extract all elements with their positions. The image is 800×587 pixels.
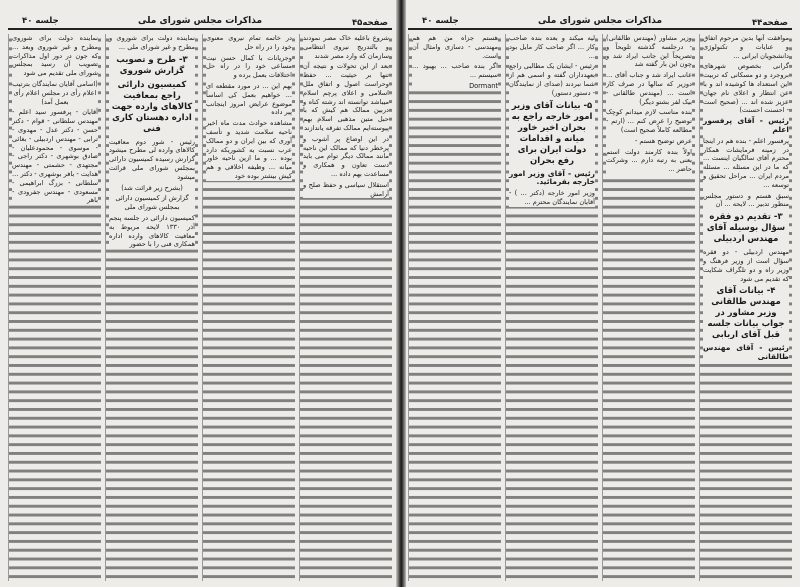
header-rule (8, 28, 392, 30)
paragraph: مشاهده حوادث مدت ماه اخیر ناحیه سلامت شدید و تأسف آوری که بین ایران و دو ممالک عرب نسبت به کشوریکه دارد بوده ... و ما ازین ناحیه خاور میانه ... وظیفه اخلاقی و هم کیش بیشتر بوده خود (206, 119, 292, 180)
publication-title: مذاکرات مجلس شورای ملی (537, 16, 663, 26)
paragraph: موافقت آنها بدین مرحوم اتفاق و عنایات و تکنولوژی دانشجویان ایرانی ... (703, 34, 789, 60)
paragraph: عرض توضیح هستم - (634, 136, 692, 145)
paragraph: آقایان - پرفسور سید اعلم - مهندس سلطانی - قوام - دکتر حسن - دکتر عدل - مهدوی - ترابی - مهندس اردبیلی - بغائی - موسوی - محمودعلیان - صادق بوشهری - دکتر راجی - مجتهدی - حشمتی - مهندس هدایت - بافر بوشهری - دکتر ... سلطانی - بزرگ ابراهیمی - مسعودی - مهندس جفرودی - باهر (12, 108, 98, 205)
paragraph: (اسامی آقایان نمایندگان بترتیب اعلام رأی در مجلس اعلام رأی بعمل آمد) (12, 79, 98, 106)
paragraph: بهم این ... در مورد مقطعه ای ... خواهیم بعمل کی اساساً موضوع عرایض امروز اینجانب پیر داده (206, 81, 292, 117)
paragraph: در خاتمه تمام نیروی معنوی خود را در راه حل (206, 34, 292, 51)
paragraph: وجریانات با کمال حسن نیت مساعی خود را در راه حل اختلافات بعمل برده و (206, 53, 292, 80)
speaker-line: رئیس - آقای پرفسور اعلم (703, 116, 789, 134)
paragraph: شروع باعلیه خاک مصر نمودند و بالتدریج نیروی انتظامی سازمان که وارد مصر شدند (303, 34, 389, 60)
paragraph: اگر بنده صاحب ... بهبود ... سیستم ... (412, 62, 498, 80)
text-column-3 (505, 34, 598, 581)
speaker-line: رئیس - آقای مهندس طالقانی (703, 343, 789, 362)
paragraph: کمیسیون دارائی در جلسه پنجم آذر ۱۳۳۰ لایحه مربوط به معافیت کالاهای وارده اداره همکاری فنی را با حضور (109, 213, 195, 249)
text-column-3 (105, 34, 198, 581)
paragraph: استقلال سیاسی و حفظ صلح و آرامش (303, 180, 389, 198)
text-column-2 (602, 34, 695, 581)
section-heading: ۳- طرح و تصویب گزارش شوروی (116, 54, 188, 76)
paragraph: مهندس اردبیلی - دو فقره سؤال است از وزیر فرهنگ و وزیر راه و دو تلگراف شکایت که تقدیم می شود (703, 248, 789, 283)
paragraph: سبق هستم و دستور مجلس منظور تدبیر ... لایحه ... آن (703, 191, 789, 209)
page-number: صفحه۴۵ (351, 18, 388, 28)
publication-title: مذاکرات مجلس شورای ملی (137, 16, 263, 26)
page-number: صفحه۴۴ (751, 18, 788, 28)
header-rule (408, 28, 792, 30)
paragraph: وزیر امور خارجه (دکتر ... ) - آقایان نمایندگان محترم ... (509, 189, 595, 206)
section-heading: ۴- بیانات آقای مهندس طالقانی وزیر مشاور در جواب بیانات جلسه قبل آقای اربابی (707, 286, 785, 341)
paragraph: اولاً بنده کارمند دولت استم یعنی به رتبه دارم ... وشرکت حاضر ... (606, 147, 692, 174)
session-number: جلسه ۴۰ (22, 16, 59, 26)
paragraph: گرانی بخصوص شهرهای بروجرد و دو مسکانی که تربیت این استعداد ها کوشیده اند و با عن انتظار و اعلای نام جهان عزیز شده اند ... (صحیح است - احسنت احسنت) (703, 62, 789, 115)
paragraph: رئیس - ایشان یک مطالبی راجع بعهدداران گفته و اسمی هم از شما نبردند (صدای از نمایندگان - دستور دستور) (509, 62, 595, 97)
paragraph: لیه میکند و بعده بنده صاحب کار ... اگر صاحب کار مایل بود ... (509, 34, 595, 60)
text-column-1 (699, 34, 792, 581)
page-binding-gutter (396, 0, 406, 587)
text-column-4 (408, 34, 501, 581)
paragraph: گزارش از کمیسیون دارائی بمجلس شورای ملی (115, 194, 189, 212)
text-column-1 (299, 34, 392, 581)
section-heading: کمیسیون دارائی راجع بمعافیت کالاهای وارده جهت اداره دهستان کاری فنی (111, 79, 193, 134)
paragraph: Dormant (469, 81, 498, 90)
session-number: جلسه ۴۰ (422, 16, 459, 26)
paragraph: در این اوضاع پر آشوب و پرخطر دنیا که ممالک این ناحیه مانند ممالک دیگر توام می باید دست تعاون و همکاری و مساعدت بهم داده ... (303, 134, 389, 178)
paragraph: وزیر مشاور (مهندس طالقانی) - درجلسه گذشته تلویحاً و تصریحاً این جانب ایراد شد و چون این بار گفته شد (606, 34, 692, 69)
section-heading: ۳- تقدیم دو فقره سؤال بوسیله آقای مهندس اردبیلی (706, 212, 786, 245)
paragraph: پرفسور اعلم - بنده هم در اینجا در زمینه فرمایشات همکار محترم آقای سالگیان اینست ... که ما در این مسئله ... مسئله مردم ایران ... مراحل تحقیق و توسعه ... (703, 136, 789, 189)
text-column-2 (202, 34, 295, 581)
paragraph: عانب ایراد شد و جناب آقای ... دوزیر که سالها در صرف کار است ... (مهندس طالقانی - بیک لفر بشتو دیگر) (606, 71, 692, 106)
paragraph: نماینده دولت برای شوروی و مطرح و غیر شورای ملی ... (109, 34, 195, 51)
paragraph: (بشرح زیر قرائت شد) (121, 183, 183, 192)
paragraph: بعد از این تحولات و نتیجه آن تنها بر حیثیت ... حفظ وحراست اصول و اتفاق ملل اسلامی و اعلای پرچم اسلام میباشد توانسته اند رشته کناه و دربین ممالک هم کیش که با حبل متین مذهبی اسلام بهم پیوسته‌ایم ممالک تفرقه یاندازند (303, 62, 389, 132)
paragraph: بنده مناسب لازم میدانم کوچک توضیح را عرض کنم ... (ارتم - مطالعه کاملاً صحیح است) (606, 108, 692, 134)
text-column-4 (8, 34, 101, 581)
right-page (400, 0, 800, 587)
speaker-line: رئیس - آقای وزیر امور خارجه بفرمائید. (509, 168, 595, 187)
paragraph: نماینده دولت برای شوروی مطرح و غیر شوروی وبعد ... که جون در دور اول مذاکرات تصویب آن رسید بمجلس شورای ملی تقدیم می شود (12, 34, 98, 78)
section-heading: ۵- بیانات آقای وزیر امور خارجه راجع به بحران اخیر خاور میانه و اقدامات دولت ایران برای رفع بحران (511, 100, 593, 166)
paragraph: هستم جزاه من هم هم مهندسی - دسازی وامثال آن است. (412, 34, 498, 60)
paragraph: رئیس - شور دوم معافیت کالاهای وارده لی مطرح میشود گزارش رسیده کمیسیون دارائی بمجلس شورای ملی قرائت میشود (109, 137, 195, 181)
